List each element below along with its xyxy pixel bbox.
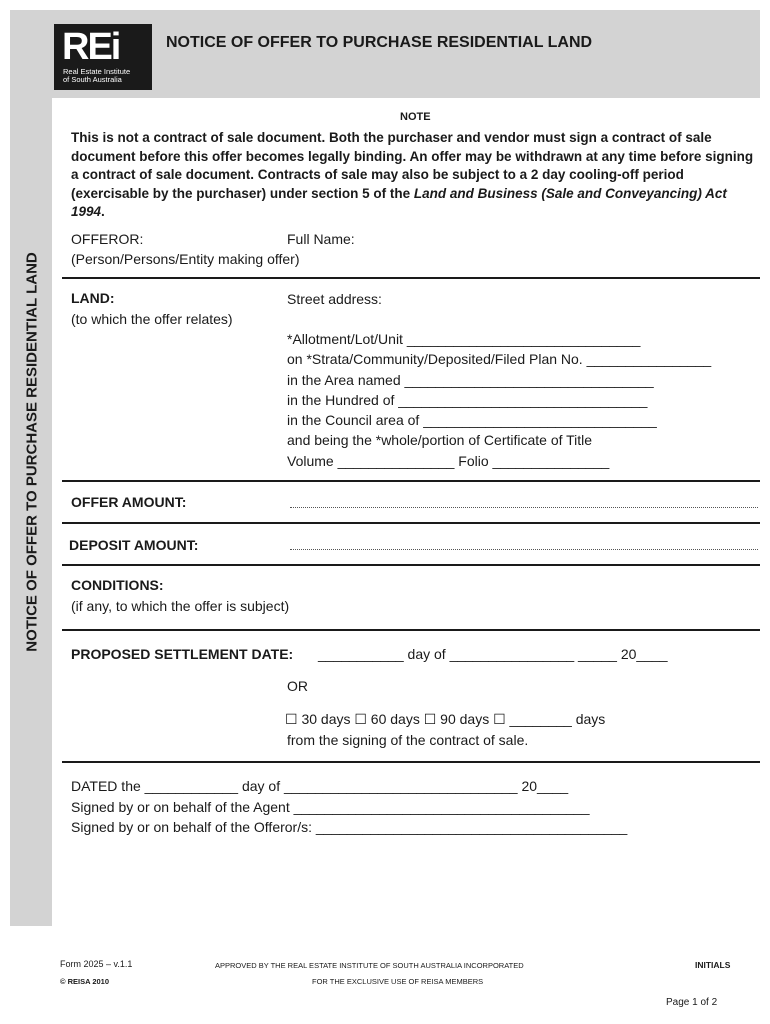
divider <box>62 480 760 482</box>
agent-signature-field[interactable]: Signed by or on behalf of the Agent ______________________________________ <box>71 799 590 815</box>
plan-number-field[interactable]: on *Strata/Community/Deposited/Filed Plan No. ________________ <box>287 351 712 367</box>
offer-amount-field[interactable] <box>290 507 758 508</box>
dated-field[interactable]: DATED the ____________ day of ______________________________ 20____ <box>71 778 569 794</box>
note-body <box>71 129 761 222</box>
conditions-label: CONDITIONS: <box>71 577 164 593</box>
exclusive-text: FOR THE EXCLUSIVE USE OF REISA MEMBERS <box>312 977 484 986</box>
street-address-field[interactable]: Street address: <box>287 291 382 307</box>
page-number: Page 1 of 2 <box>666 997 718 1008</box>
hundred-field[interactable]: in the Hundred of ________________________________ <box>287 392 648 408</box>
full-name-field[interactable]: Full Name: <box>287 231 355 247</box>
council-field[interactable]: in the Council area of ______________________________ <box>287 412 657 428</box>
settlement-days-options[interactable]: ☐ 30 days ☐ 60 days ☐ 90 days ☐ ________ days <box>285 711 606 727</box>
settlement-date-field[interactable]: ___________ day of ________________ _____ 20____ <box>318 646 668 662</box>
settlement-from-text: from the signing of the contract of sale. <box>287 732 529 748</box>
offeror-signature-field[interactable]: Signed by or on behalf of the Offeror/s: ________________________________________ <box>71 819 628 835</box>
note-body-end: . <box>101 204 105 219</box>
document-title: NOTICE OF OFFER TO PURCHASE RESIDENTIAL LAND <box>166 34 593 51</box>
header-band <box>52 10 760 98</box>
settlement-label: PROPOSED SETTLEMENT DATE: <box>71 646 294 662</box>
note-heading: NOTE <box>400 111 431 123</box>
divider <box>62 522 760 524</box>
allotment-field[interactable]: *Allotment/Lot/Unit ______________________________ <box>287 331 641 347</box>
offer-amount-label: OFFER AMOUNT: <box>71 494 187 510</box>
reisa-logo <box>54 24 152 90</box>
land-label: LAND: <box>71 290 115 306</box>
act-name: Land and Business (Sale and Conveyancing) Act 1994 <box>71 185 727 219</box>
land-sub: (to which the offer relates) <box>71 311 233 327</box>
conditions-sub: (if any, to which the offer is subject) <box>71 598 290 614</box>
or-text: OR <box>287 678 308 694</box>
initials-label: INITIALS <box>695 960 731 970</box>
deposit-amount-field[interactable] <box>290 549 758 550</box>
offeror-label: OFFEROR: <box>71 231 144 247</box>
volume-folio-field[interactable]: Volume _______________ Folio _______________ <box>287 453 610 469</box>
certificate-line: and being the *whole/portion of Certificate of Title <box>287 432 593 448</box>
offeror-sub: (Person/Persons/Entity making offer) <box>71 251 300 267</box>
divider <box>62 277 760 279</box>
logo-line1: Real Estate Institute <box>63 67 131 76</box>
area-field[interactable]: in the Area named ________________________________ <box>287 372 654 388</box>
deposit-amount-label: DEPOSIT AMOUNT: <box>69 537 199 553</box>
divider <box>62 564 760 566</box>
note-body-start: This is not a contract of sale document. Both the purchaser and vendor must sign a contract of sale document before this offer becomes legally binding. An offer may be withdrawn at any time before signing a contract of sale document. Contracts of sale may also be subject to a 2 day cooling-off period (exercisable by the purchaser) under section 5 of the <box>71 130 754 201</box>
approved-text: APPROVED BY THE REAL ESTATE INSTITUTE OF SOUTH AUSTRALIA INCORPORATED <box>215 961 524 970</box>
divider <box>62 629 760 631</box>
divider <box>62 761 760 763</box>
logo-line2: of South Australia <box>63 75 122 84</box>
form-version: Form 2025 – v.1.1 <box>60 959 133 969</box>
copyright: © REISA 2010 <box>60 977 110 986</box>
logo-mark: REi <box>62 26 120 68</box>
side-title: NOTICE OF OFFER TO PURCHASE RESIDENTIAL LAND <box>23 252 41 652</box>
